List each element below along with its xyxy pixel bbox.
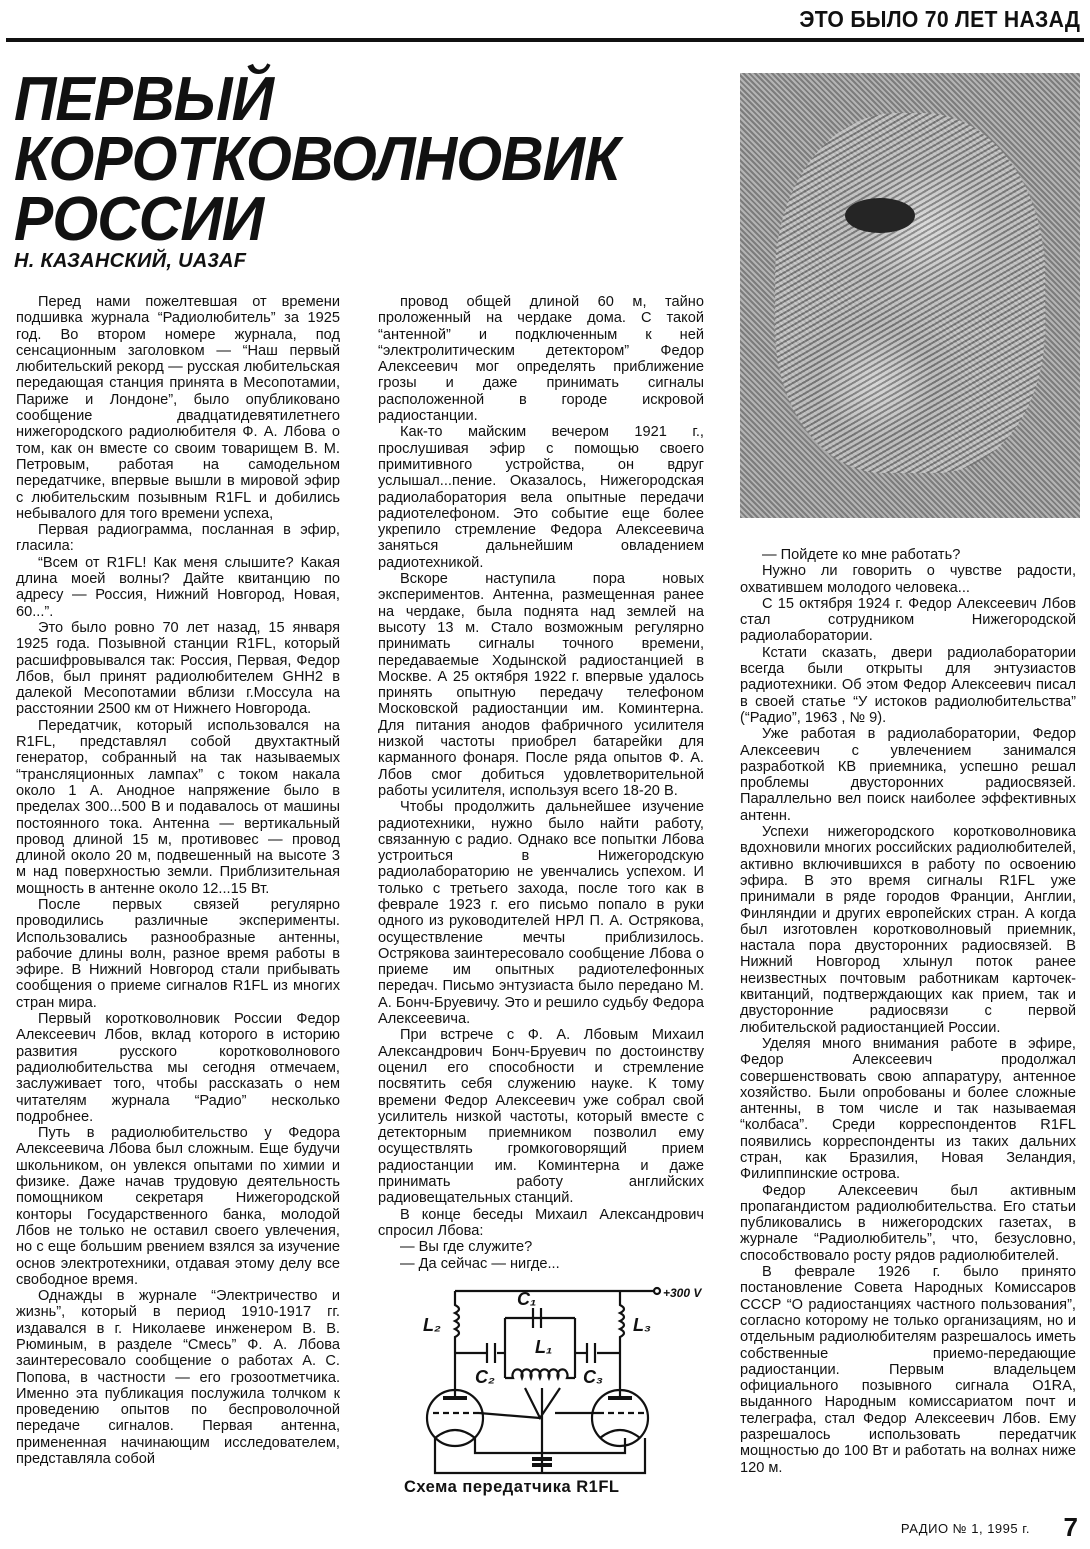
paragraph: Первая радиограмма, посланная в эфир, гласила: (16, 522, 340, 555)
paragraph: При встрече с Ф. А. Лбовым Михаил Александрович Бонч-Бруевич по достоинству оценил его способности и стремление посвятить себя служению науке. К тому времени Федор Алексеевич уже собрал свой усилитель низкой частоты, который вместе с детекторным приемником позволил ему осуществлять громкоговорящий прием радиостанции им. Коминтерна и даже принимать работу английских радиовещательных станций. (378, 1027, 704, 1207)
byline: Н. КАЗАНСКИЙ, UA3AF (14, 250, 247, 272)
supply-terminal (654, 1288, 660, 1294)
paragraph: — Пойдете ко мне работать? (762, 547, 961, 563)
coil-l1 (505, 1369, 575, 1378)
paragraph: В феврале 1926 г. было принято постановление Совета Народных Комиссаров СССР “О радиостанциях частного пользования”, согласно которому не только организациям, но и отдельным радиолюбителям разрешалось иметь собственные приемо-передающие радиостанции. Первым владельцем официального позывного сигнала O1RA, выданного Народным комиссариатом почт и телеграфа, стал Федор Алексеевич Лбов. Ему разрешалось использовать передатчик мощностью до 100 Вт и работать на волнах ниже 120 м. (740, 1264, 1076, 1476)
paragraph: Успехи нижегородского коротковолновика вдохновили многих российских радиолюбителей, активно включившихся в работу по освоению эфира. В это время сигналы R1FL уже принимали в ряде городов Франции, Англии, Финляндии и других европейских стран. А когда был изготовлен коротковолновый приемник, настала пора двусторонних радиосвязей. В Нижний Новгород хлынул поток ранее неизвестных почтовым работникам карточек-квитанций, подтверждающих как прием, так и двусторонние радиосвязи с первой любительской радиостанцией России. (740, 824, 1076, 1036)
paragraph: “Всем от R1FL! Как меня слышите? Какая длина моей волны? Дайте квитанцию по адресу — Россия, Нижний Новгород, Новая, 60...”. (16, 554, 340, 620)
label-l1: L₁ (535, 1337, 553, 1357)
schematic-caption: Схема передатчика R1FL (404, 1478, 620, 1496)
paragraph: Перед нами пожелтевшая от времени подшивка журнала “Радиолюбитель” за 1925 год. Во втором номере журнала, под сенсационным заголовком — “Наш первый любительский рекорд — русская любительская передающая станция принята в Месопотамии, Париже и Лондоне”, было опубликовано сообщение двадцатидевятилетнего нижегородского радиолюбителя Ф. А. Лбова о том, как он вместе со своим товарищем В. М. Петровым, работая на самодельном передатчике, впервые вышли в мировой эфир с любительским позывным R1FL и добились небывалого для того времени успеха, (16, 294, 340, 522)
label-c1: C₁ (517, 1289, 537, 1309)
paragraph: Уже работая в радиолаборатории, Федор Алексеевич с увлечением занимался разработкой КВ приемника, успешно решал проблемы двусторонних радиосвязей. Параллельно вел поиск наиболее эффективных антенн. (740, 726, 1076, 824)
paragraph: В конце беседы Михаил Александрович спросил Лбова: (378, 1206, 704, 1239)
text-column-3 (740, 547, 1076, 1476)
title-line: КОРОТКОВОЛНОВИК (14, 125, 620, 194)
photo-face-shading (775, 113, 1045, 473)
paragraph: — Вы где служите? (400, 1239, 533, 1256)
label-l2: L₂ (423, 1315, 441, 1335)
paragraph: Первый коротковолновик России Федор Алексеевич Лбов, вклад которого в историю развития русского коротковолнового радиолюбительства мы сегодня отмечаем, заслуживает того, чтобы рассказать о нем читателям журнала “Радио” несколько подробнее. (16, 1011, 340, 1125)
coil-l2 (455, 1291, 459, 1353)
paragraph: Кстати сказать, двери радиолаборатории всегда были открыты для энтузиастов радиотехники. Об этом Федор Алексеевич писал в своей статье “У истоков радиолюбительства” (“Радио”, 1963 , № 9). (740, 644, 1076, 726)
text-column-1 (16, 294, 340, 1467)
coil-l3 (620, 1291, 624, 1353)
header-rule (6, 38, 1084, 42)
paragraph: С 15 октября 1924 г. Федор Алексеевич Лбов стал сотрудником Нижегородской радиолаборатории. (740, 595, 1076, 645)
label-c2: C₂ (475, 1367, 495, 1387)
paragraph: Федор Алексеевич был активным пропагандистом радиолюбительства. Его статьи публиковались в нижегородских газетах, в журнале “Радиолюбитель”, что, безусловно, способствовало росту рядов радиолюбителей. (740, 1182, 1076, 1264)
portrait-photo (740, 73, 1080, 518)
article-title (14, 65, 620, 254)
paragraph: Как-то майским вечером 1921 г., прослушивая эфир с помощью своего примитивного устройства, он вдруг услышал...пение. Оказалось, Нижегородская радиолаборатория вела опытные передачи радиотелефоном. Это событие еще более укрепило стремление Федора Алексеевича заняться дальнейшим овладением радиотехникой. (378, 424, 704, 571)
text-column-2 (378, 294, 704, 1272)
paragraph: Однажды в журнале “Электричество и жизнь”, который в период 1910-1917 гг. издавался в г. Николаеве инженером В. В. Рюминым, в разделе “Смесь” Ф. А. Лбова заинтересовало сообщение о работах А. С. Попова, в частности — его грозоотметчика. Именно эта публикация послужила толчком к проведению опытов по беспроволочной передаче сигналов. Первая антенна, примененная начинающим исследователем, представляла собой (16, 1288, 340, 1468)
paragraph: Путь в радиолюбительство у Федора Алексеевича Лбова был сложным. Еще будучи школьником, он увлекся опытами по химии и физике. Даже начав трудовую деятельность помощником секретаря Нижегородской конторы Государственного банка, молодой Лбов не только не оставил своего увлечения, но с еще большим рвением взялся за изучение основ электротехники, отдавая этому делу все свободное время. (16, 1125, 340, 1288)
tube-right-filament (600, 1430, 640, 1438)
paragraph: — Да сейчас — нигде... (400, 1255, 560, 1272)
paragraph: После первых связей регулярно проводились различные эксперименты. Использовались разнообразные антенны, рабочие длины волн, разное время работы в эфире. В Нижний Новгород стали прибывать сообщения о приеме сигналов R1FL из многих стран мира. (16, 896, 340, 1011)
title-line: ПЕРВЫЙ (14, 65, 274, 134)
page-number: 7 (1063, 1512, 1078, 1542)
paragraph: Это было ровно 70 лет назад, 15 января 1925 года. Позывной станции R1FL, который расшифровывался так: Россия, Первая, Федор Лбов, был принят радиолюбителем GHH2 в далекой Месопотамии вблизи г.Моссула на расстоянии 2500 км от Нижнего Новгорода. (16, 619, 340, 718)
paragraph: Чтобы продолжить дальнейшее изучение радиотехники, нужно было найти работу, связанную с радио. Однако все попытки Лбова устроиться в Нижегородскую радиолабораторию не увенчались успехом. И только с третьего захода, после того как в феврале 1923 г. его письмо попало в руки одного из руководителей НРЛ П. А. Острякова, осуществление мечты приблизилось. Острякова заинтересовало сообщение Лбова о приеме им опытных радиотелефонных передач. Письмо энтузиаста было передано М. А. Бонч-Бруевичу. Это и решило судьбу Федора Алексеевича. (378, 799, 704, 1028)
supply-label: +300 V (663, 1286, 702, 1300)
issue-footer: РАДИО № 1, 1995 г. (900, 1521, 1030, 1536)
title-line: РОССИИ (14, 185, 264, 254)
paragraph: Нужно ли говорить о чувстве радости, охватившем молодого человека... (740, 563, 1076, 596)
tube-left-filament (435, 1430, 475, 1438)
label-c3: C₃ (583, 1367, 603, 1387)
paragraph: Передатчик, который использовался на R1FL, представлял собой двухтактный генератор, собранный на так называемых “трансляционных лампах” с током накала около 1 А. Анодное напряжение было в пределах 300...500 В и подавалось от машины постоянного тока. Антенна — вертикальный провод длиной 15 м, противовес — провод длиной около 20 м, подвешенный на высоте 3 м над поверхностью земли. Приблизительная мощность в антенне около 12...15 Вт. (16, 717, 340, 897)
section-header: ЭТО БЫЛО 70 ЛЕТ НАЗАД (799, 6, 1080, 32)
paragraph: провод общей длиной 60 м, тайно проложенный на чердаке дома. С такой “антенной” и подключенным к ней “электролитическим детектором” Федор Алексеевич мог определять приближение грозы и даже принимать сигналы расположенной в городе искровой радиостанции. (378, 294, 704, 425)
transmitter-schematic (405, 1283, 705, 1483)
paragraph: Вскоре наступила пора новых экспериментов. Антенна, размещенная ранее на чердаке, была поднята над землей на высоту 13 м. Стало возможным регулярно принимать сигналы точного времени, передаваемые Ходынской радиостанцией в Москве. А 25 октября 1922 г. впервые удалось принять опытную передачу телефоном Московской радиостанции им. Коминтерна. Для питания анодов фабричного усилителя низкой частоты приобрел батарейки для карманного фонаря. После ряда опытов Ф. А. Лбов смог добиться удовлетворительной работы усилителя, используя всего 18-20 В. (378, 571, 704, 799)
paragraph: Уделяя много внимания работе в эфире, Федор Алексеевич продолжал совершенствовать свою аппаратуру, антенное хозяйство. Были опробованы и более сложные антенны, в том числе и так называемая “колбаса”. Среди корреспондентов R1FL появились корреспонденты из таких дальних стран, как Бразилия, Новая Зеландия, Филиппинские острова. (740, 1035, 1076, 1183)
photo-eye-shadow (845, 198, 915, 233)
label-l3: L₃ (633, 1315, 651, 1335)
